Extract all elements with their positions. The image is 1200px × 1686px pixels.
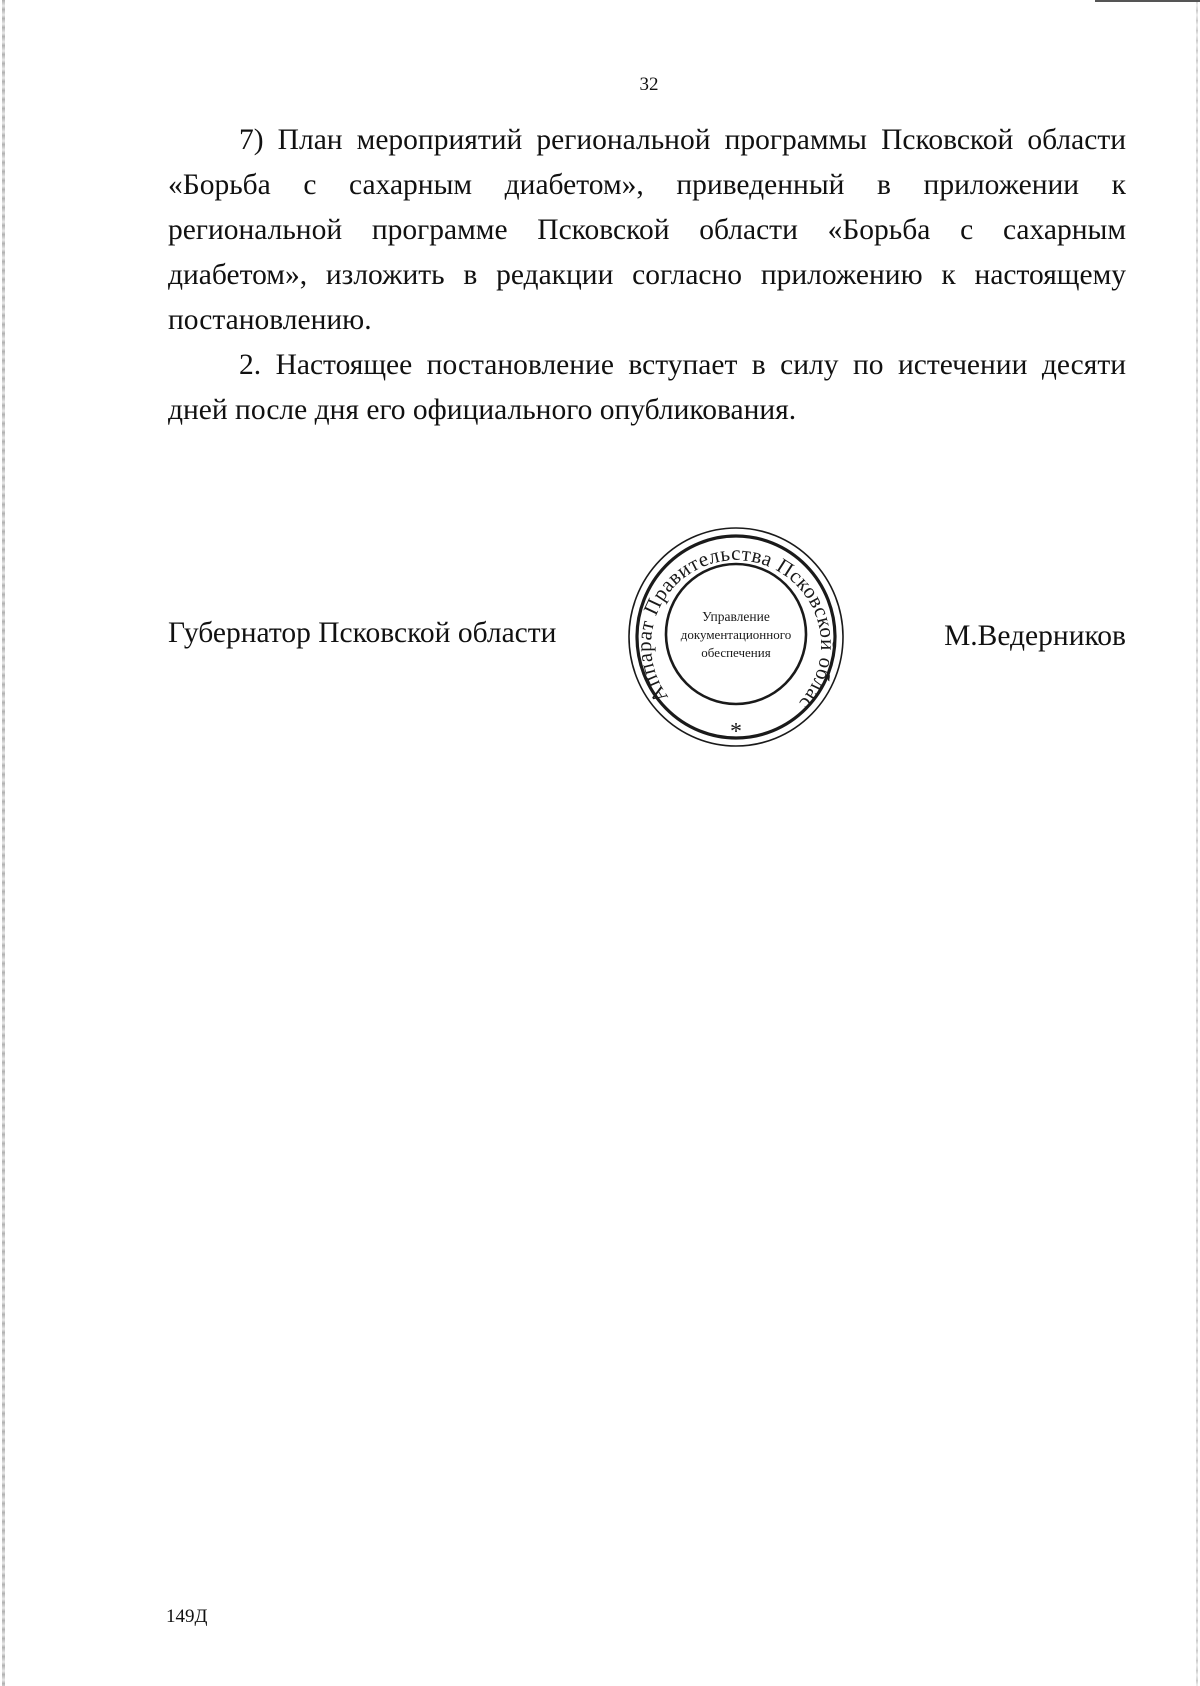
document-body <box>168 118 1126 433</box>
paragraph-effective-date: 2. Настоящее постановление вступает в силу по истечении десяти дней после дня его официального опубликования. <box>168 349 1126 426</box>
seal-graphic <box>625 524 847 750</box>
seal-center-line-1: Управление <box>702 609 770 624</box>
seal-center-line-3: обеспечения <box>701 645 771 660</box>
paragraph-item-7: 7) План мероприятий региональной программы Псковской области «Борьба с сахарным диабетом», приведенный в приложении к региональной программе Псковской области «Борьба с сахарным диабетом», изложить в редакции согласно приложению к настоящему постановлению. <box>168 124 1126 336</box>
scan-corner-line <box>1095 0 1200 2</box>
signatory-position: Губернатор Псковской области <box>168 617 557 649</box>
seal-center-line-2: документационного <box>680 627 792 642</box>
scan-edge-left <box>2 0 5 1686</box>
seal-ring-text: Аппарат Правительства Псковской облас <box>631 541 841 716</box>
seal-star-mark: * <box>730 719 742 745</box>
scan-edge-right <box>1196 0 1198 1686</box>
official-seal <box>625 524 847 750</box>
document-footer-code: 149Д <box>166 1606 208 1627</box>
signatory-name: М.Ведерников <box>944 620 1126 652</box>
page-number: 32 <box>639 74 659 95</box>
